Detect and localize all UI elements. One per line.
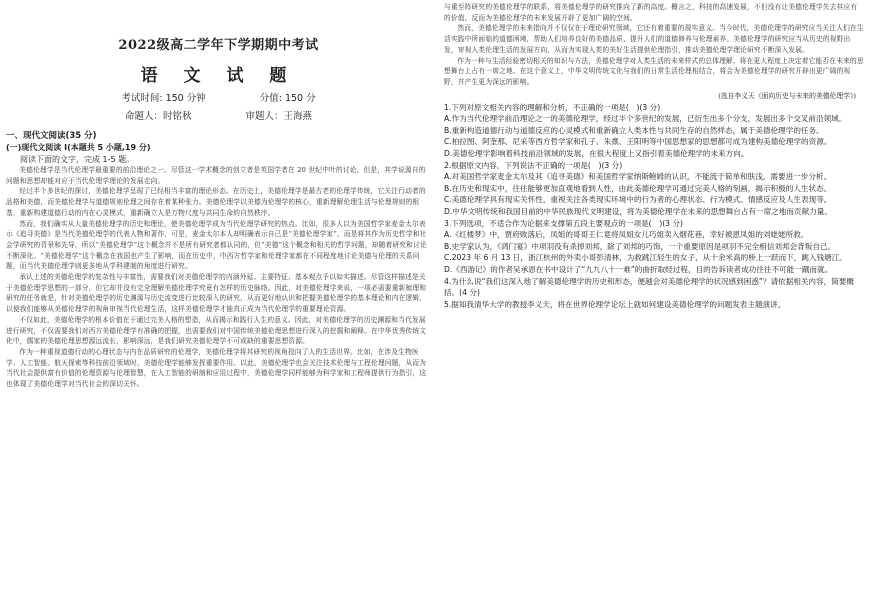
exam-author: 命题人：时铭秋: [124, 111, 192, 122]
right-column: [444, 0, 864, 614]
option-a: A.对美国哲学家麦金太尔及其《追寻美德》和美国哲学家纳斯鲍姆的认识，不能流于简单和肤浅，需要进一步分析。: [444, 172, 832, 182]
passage: [6, 165, 431, 390]
question-stem: 1.下列对原文相关内容的理解和分析，不正确的一项是( )(3 分): [444, 102, 661, 112]
question-2: [444, 160, 864, 218]
reading-instruction: 阅读下面的文字，完成 1-5 题。: [20, 155, 135, 164]
passage-paragraph: 与重至阵研究的美德伦理学的联系，将美德伦理学的研究推向了新的高度。概言之，科技的高速发展，不但没有让美德伦理学失去其应有的价值，反而为美德伦理学的未来发展开辟了更加广阔的空间。: [444, 3, 858, 22]
option-b: B.史学家认为，《鸿门宴》中项羽没有杀掉刘邦，除了刘邦的巧饰，一个重要原因是项羽不完全相信刘邦会背叛自己。: [444, 241, 836, 251]
question-stem: 2.根据原文内容，下列说法不正确的一项是( )(3 分): [444, 160, 623, 170]
passage-paragraph: 作为一种与生活经验密切相关的知识与方法，美德伦理学对人类生活的未来样式的总体理解，将在更大程度上决定着它能否在未来的思想舞台上占有一席之地。在这个意义上，中华文明传统文化与我们的日常生活伦理相结合，将会为美德伦理学的研究开辟出更广阔的视野，并产生更为深远的影响。: [444, 56, 864, 86]
exam-time: 考试时间: 150 分钟: [121, 93, 206, 104]
passage-source: (选自李义天《面向历史与未来的美德伦理学》): [718, 91, 856, 100]
option-d: D.美德伦理学影响着科技前沿领域的发展，在很大程度上又指引着美德伦理学的未来方向。: [444, 149, 749, 158]
passage-paragraph: 承认上述的美德伦理学的复杂性与丰富性，需要我们对美德伦理学的内涵外延、主要特征、基本观点予以如实描述。尽管这样描述是关于美德伦理学思想的一部分，但它却并没有完全理解美德伦理学究竟有怎样的历史脉络。因此，对美德伦理学来说，一项必需要重新梳理和研究的任务就是，针对美德伦理学的历史渊源与历史流变进行比较深入的研究，从而更好地认识和把握美德伦理学的基本理论和内在逻辑，以便我们能够从美德伦理学的视角审视当代伦理生活，这样美德伦理学才能真正成为当代伦理学的重要理论资源。: [6, 273, 427, 314]
option-d: D.中华文明传统和我国目前的中华民族现代文明建设，将为美德伦理学在未来的思想舞台占有一席之地而贡献力量。: [444, 206, 832, 216]
exam-meta-row-1: [6, 90, 431, 104]
option-b: B.重新构造道德行动与道德反应的心灵模式和重新确立人类本性与共同生存的自然样态，属于美德伦理学的任务。: [444, 125, 824, 135]
subject-title: 语 文 试 题: [140, 66, 297, 86]
option-c: C.美德伦理学具有现实关怀性，重视关注各类现实环境中的行为者的心理状态、行为模式、情感反应及人生表现等。: [444, 195, 832, 205]
option-b: B.在历史和现实中，往往能够更加直观地看到人性，由此美德伦理学可通过完美人格的刻画，揭示积极的人生状态。: [444, 183, 832, 193]
passage-paragraph: 美德伦理学是当代伦理学最重要的前沿理论之一。尽管这一学术概念的创立者是英国学者在 20 世纪中叶的讨论，但是，其学说源自的问题和思想却能对应于当代伦理学理论的发展走向。: [6, 166, 426, 185]
left-column: [6, 0, 431, 614]
subsection-heading: (一)现代文阅读 I(本题共 5 小题,19 分): [6, 143, 151, 152]
passage-paragraph: 然而，美德伦理学的未来指向并不仅仅在于理论研究领域，它还有着重要的现实意义。当今时代，美德伦理学的研究应当关注人们在生活实践中所面临的道德困境，帮助人们培养良好的美德品质，提升人们的道德修养与伦理素养。美德伦理学的研究应当从历史的视野出发，审视人类伦理生活的发展方向，从而为实现人类的美好生活提供伦理指引，推动美德伦理学理论研究不断深入发展。: [444, 24, 864, 54]
section-heading: 一、现代文阅读(35 分): [6, 131, 97, 141]
option-a: A.作为当代伦理学前沿理论之一的美德伦理学，经过半个多世纪的发展，已衍生出多个分支，发展出多个交叉前沿领域。: [444, 114, 847, 124]
question-5: [444, 299, 864, 311]
exam-meta-row-2: [6, 108, 431, 122]
question-1: [444, 102, 864, 160]
option-c: C.柏拉图、阿奎那、尼采等西方哲学家和孔子、朱熹、王阳明等中国思想家的思想都可成为建构美德伦理学的资源。: [444, 137, 832, 147]
passage-paragraph: 经过半个多世纪的探讨，美德伦理学呈现了已经相当丰富的理论形态。在历史上，美德伦理学是最古老的伦理学传统，它关注行动者的品格和美德，而美德伦理学与道德规则伦理之间存在着某种张力。美德伦理学以美德为伦理学的核心，重新理解伦理生活与伦理规则的根基，重新构建道德行动的内在心灵模式，重新确立人是万物尺度与共同生命的自然秩序。: [6, 187, 426, 217]
passage-paragraph: 不仅如此，美德伦理学的根本价值在于通过完美人格的塑造，从而揭示和践行人生的意义。因此，对美德伦理学的历史渊源和当代发展进行研究，不仅需要我们对西方美德伦理学有准确的把握，也需要我们对中国传统美德伦理思想进行深入的挖掘和阐释。在中华优秀传统文化中，儒家的美德伦理思想源远流长，影响深远，是我们研究美德伦理学不可或缺的重要思想资源。: [6, 315, 427, 346]
exam-score: 分值: 150 分: [259, 93, 316, 104]
question-stem: 4.为什么说“我们这深入地了解美德伦理学的历史和形态，便越会对美德伦理学的状况感到困惑”？请依据相关内容，简要概括。(4 分): [444, 276, 854, 298]
option-a: A.《红楼梦》中，贾府败落后，凤姐的哥哥王仁竟将凤姐女儿巧姐卖入烟花巷，幸好被恩凤姐的刘姥姥所救。: [444, 230, 809, 240]
option-c: C.2023 年 6 月 13 日，浙江杭州的外卖小哥彭清林，为救跳江轻生的女子，从十余米高的桥上一跃而下，跳入钱塘江。: [444, 253, 847, 263]
passage-paragraph: 然而，我们确实从大量美德伦理学的历史和理论，使美德伦理学成为当代伦理学研究的热点。比如，很多人以为美国哲学家麦金太尔表示《追寻美德》是当代美德伦理学的代表人物和著作，可是，麦金太尔本人却明确表示自己是“美德伦理学家”，而是将其作为历史哲学和社会学研究的背景和先导，所以“美德伦理学”这个概念并不是所有研究者都认同的，但“美德”这个概念和相关的哲学问题，却随着研究和讨论不断深化。“美德伦理学”这个概念在我国也产生了影响，而在历史中，中西方哲学家和伦理学家都在不同程度地讨论美德与伦理的关系问题，而当代美德伦理学则更多地从学科建制的角度进行研究。: [6, 219, 427, 271]
question-4: [444, 276, 864, 299]
question-stem: 5.据知我清华大学的教授李义天，将在世界伦理学论坛上就如何建设美德伦理学的问题发表主题演讲。: [444, 299, 786, 309]
option-d: D.《西游记》的作者吴承恩在书中设计了“九九八十一难”的曲折取经过程，目的告诉读者成功往往不可能一蹴而就。: [444, 264, 833, 274]
passage-continued: [444, 2, 864, 88]
exam-reviewer: 审题人：王海燕: [245, 111, 313, 122]
passage-paragraph: 作为一种重视道德行动的心理状态与内在品质研究的伦理学，美德伦理学将其研究的视角投向了人的生活世界。比如，在涉及生物医学、人工智能、航天探索等科技前沿领域时，美德伦理学能够发挥重要作用。以此，美德伦理学也会关注技术伦理与工程伦理问题，从而为当代社会提供富有价值的伦理资源与伦理智慧，在人工智能的研制和应用过程中，美德伦理学同样能够为科学家和工程师提供行为指引，这也体现了美德伦理学对当代社会的深切关怀。: [6, 347, 427, 389]
question-3: [444, 218, 864, 276]
exam-title: 2022级高二学年下学期期中考试: [118, 38, 319, 53]
question-stem: 3.下列选项，不适合作为论据来支撑第五段主要观点的一项是( )(3 分): [444, 218, 683, 228]
